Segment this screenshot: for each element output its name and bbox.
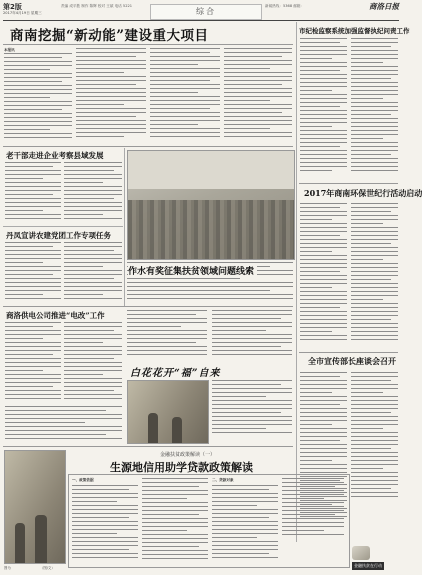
- handshake-icon: [352, 546, 370, 560]
- story-2-body-a: [5, 242, 61, 302]
- sidebar-rule-1: [299, 183, 398, 184]
- lead-body-col-2: [76, 48, 146, 143]
- row-rule-4: [3, 446, 293, 447]
- sidebar-body-1b: [351, 38, 398, 178]
- feature-photo-credit: （图/文）: [40, 566, 55, 570]
- feature-headline: 生源地信用助学贷款政策解读: [110, 461, 253, 474]
- lead-headline: 商南挖掘“新动能”建设重大项目: [10, 28, 209, 44]
- story-3-body-b: [64, 322, 122, 402]
- sidebar-headline-1: 市纪检监察系统加强监督执纪问责工作: [299, 27, 410, 35]
- news-hotline: 新闻热线：5368 邮箱：: [265, 4, 305, 8]
- left-lower-text: [5, 406, 122, 444]
- lead-body-col-1: [4, 53, 72, 143]
- sidebar-body-3b: [351, 372, 398, 502]
- row-rule-1: [3, 146, 293, 147]
- feature-body-d: [282, 478, 344, 538]
- flower-photo: [127, 380, 209, 444]
- headline-rule: [3, 44, 293, 45]
- feature-sub-2: 二、贷款对象: [212, 478, 234, 482]
- section-banner: 综合: [150, 4, 262, 20]
- feature-photo-caption: 图为: [4, 566, 11, 570]
- masthead-rule: [3, 20, 399, 21]
- story-2-body-b: [64, 242, 122, 302]
- lead-body-col-3: [150, 48, 220, 143]
- story-headline-4: 作水有奖征集扶贫领域问题线索: [128, 264, 257, 277]
- feature-body-c: [212, 485, 278, 563]
- page-number: 第2版: [3, 3, 22, 11]
- story-headline-3: 商洛供电公司推进“电改”工作: [6, 311, 105, 320]
- story-4-body-a: [127, 310, 207, 360]
- event-photo: [127, 150, 295, 260]
- story-headline-2: 丹凤宣讲农建党团工作专项任务: [6, 231, 111, 240]
- sidebar-divider: [296, 22, 297, 542]
- corner-tag: 金融扶贫在行动: [354, 563, 382, 568]
- lead-byline: 本报讯: [4, 48, 15, 52]
- editor-credits: 责编 成平胜 制作 陈辉 校对 王斌 电话 5221: [61, 4, 133, 8]
- newspaper-logo: 商洛日报: [369, 2, 399, 11]
- story-headline-5: 白花花开“福”自来: [130, 368, 221, 379]
- story-4-body-b: [212, 310, 292, 360]
- story-headline-1: 老干部走进企业考察县域发展: [6, 151, 104, 160]
- feature-sub-1: 一、政策依据: [72, 478, 94, 482]
- row-rule-2: [3, 226, 123, 227]
- sidebar-body-2a: [300, 203, 347, 348]
- sidebar-body-1a: [300, 38, 347, 178]
- story-5-body: [212, 380, 292, 442]
- feature-kicker: 金融扶贫政策解读（一）: [160, 452, 216, 458]
- sidebar-rule-2: [299, 352, 398, 353]
- feature-photo: [4, 450, 66, 564]
- left-col-divider: [124, 148, 125, 306]
- feature-body-b: [142, 478, 208, 563]
- lead-body-col-4: [224, 48, 292, 143]
- row-rule-3: [3, 306, 293, 307]
- story-3-body-a: [5, 322, 61, 402]
- story-1-body-a: [5, 162, 61, 222]
- feature-body-a: [72, 485, 138, 563]
- sidebar-headline-2: 2017年商南环保世纪行活动启动: [304, 188, 422, 198]
- issue-date: 2017年4月19日 星期三: [3, 11, 42, 15]
- sidebar-body-2b: [351, 203, 398, 348]
- story-1-body-b: [64, 162, 122, 222]
- sidebar-headline-3: 全市宣传部长座谈会召开: [308, 356, 396, 366]
